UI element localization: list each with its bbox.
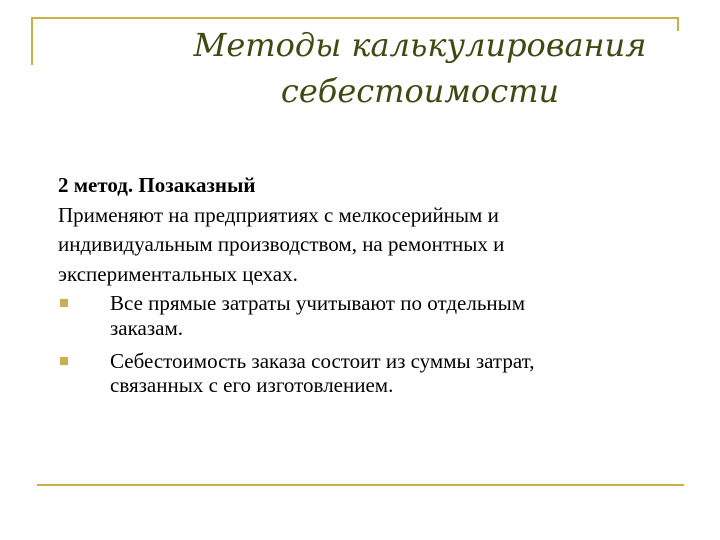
- slide-content: [58, 171, 698, 397]
- bullet-1-line-2: заказам.: [110, 315, 183, 340]
- square-bullet-icon: [60, 357, 68, 365]
- bullet-item-2: [58, 347, 698, 398]
- intro-line-3: экспериментальных цехах.: [58, 261, 298, 286]
- slide-title-line1: Методы калькулирования: [193, 26, 647, 64]
- bullet-2-line-2: связанных с его изготовлением.: [110, 373, 394, 397]
- intro-line-2: индивидуальным производством, на ремонтных и: [58, 232, 505, 256]
- square-bullet-icon: [60, 299, 68, 307]
- bullet-1-line-1: Все прямые затраты учитывают по отдельным: [110, 291, 526, 315]
- bullet-item-1: [58, 289, 698, 340]
- bullet-2-line-1: Себестоимость заказа состоит из суммы затрат,: [110, 348, 535, 373]
- intro-line-1: Применяют на предприятиях с мелкосерийным и: [58, 202, 499, 227]
- slide-title-line2: себестоимости: [280, 72, 560, 110]
- frame-bottom-line: [37, 484, 684, 486]
- frame-top-line: [31, 17, 679, 19]
- method-subtitle: 2 метод. Позаказный: [58, 173, 256, 197]
- slide-title: [140, 22, 700, 114]
- frame-left-line: [31, 17, 33, 65]
